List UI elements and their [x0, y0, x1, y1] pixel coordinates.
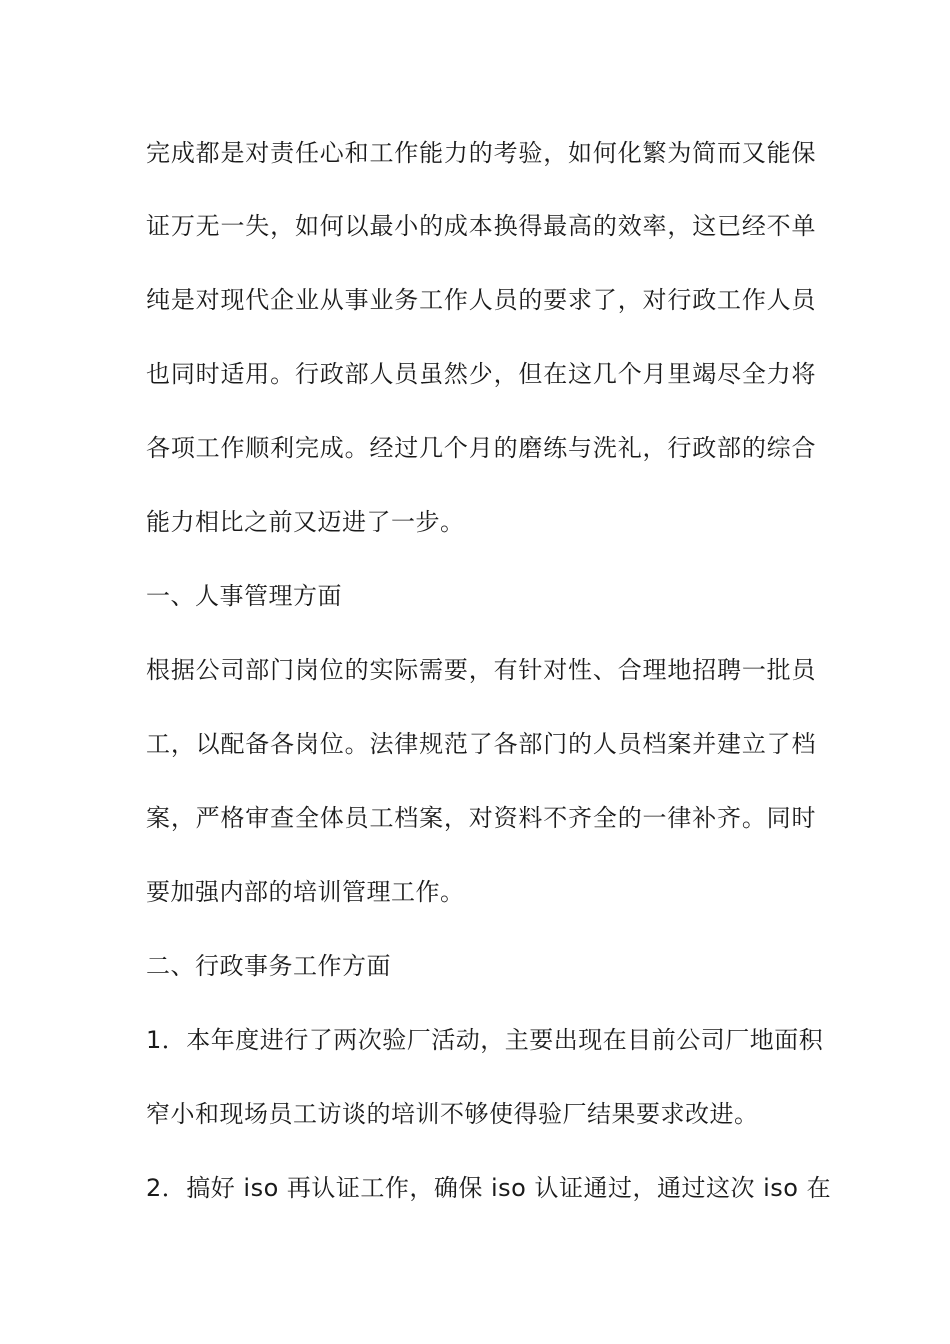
list-item-1-line-1: 1．本年度进行了两次验厂活动，主要出现在目前公司厂地面积	[146, 1026, 824, 1054]
paragraph-line-8: 工，以配备各岗位。法律规范了各部门的人员档案并建立了档	[146, 730, 816, 758]
paragraph-line-2: 证万无一失，如何以最小的成本换得最高的效率，这已经不单	[146, 212, 816, 240]
list-item-1-line-2: 窄小和现场员工访谈的培训不够使得验厂结果要求改进。	[146, 1100, 759, 1128]
list-item-2-line-1: 2．搞好 iso 再认证工作，确保 iso 认证通过，通过这次 iso 在	[146, 1174, 832, 1202]
section-heading-personnel: 一、人事管理方面	[146, 582, 342, 610]
paragraph-line-10: 要加强内部的培训管理工作。	[146, 878, 465, 906]
section-heading-admin: 二、行政事务工作方面	[146, 952, 391, 980]
paragraph-line-7: 根据公司部门岗位的实际需要，有针对性、合理地招聘一批员	[146, 656, 816, 684]
paragraph-line-6: 能力相比之前又迈进了一步。	[146, 508, 465, 536]
paragraph-line-9: 案，严格审查全体员工档案，对资料不齐全的一律补齐。同时	[146, 804, 816, 832]
paragraph-line-1: 完成都是对责任心和工作能力的考验，如何化繁为简而又能保	[146, 139, 816, 167]
paragraph-line-3: 纯是对现代企业从事业务工作人员的要求了，对行政工作人员	[146, 286, 816, 314]
paragraph-line-4: 也同时适用。行政部人员虽然少，但在这几个月里竭尽全力将	[146, 360, 816, 388]
paragraph-line-5: 各项工作顺利完成。经过几个月的磨练与洗礼，行政部的综合	[146, 434, 816, 462]
